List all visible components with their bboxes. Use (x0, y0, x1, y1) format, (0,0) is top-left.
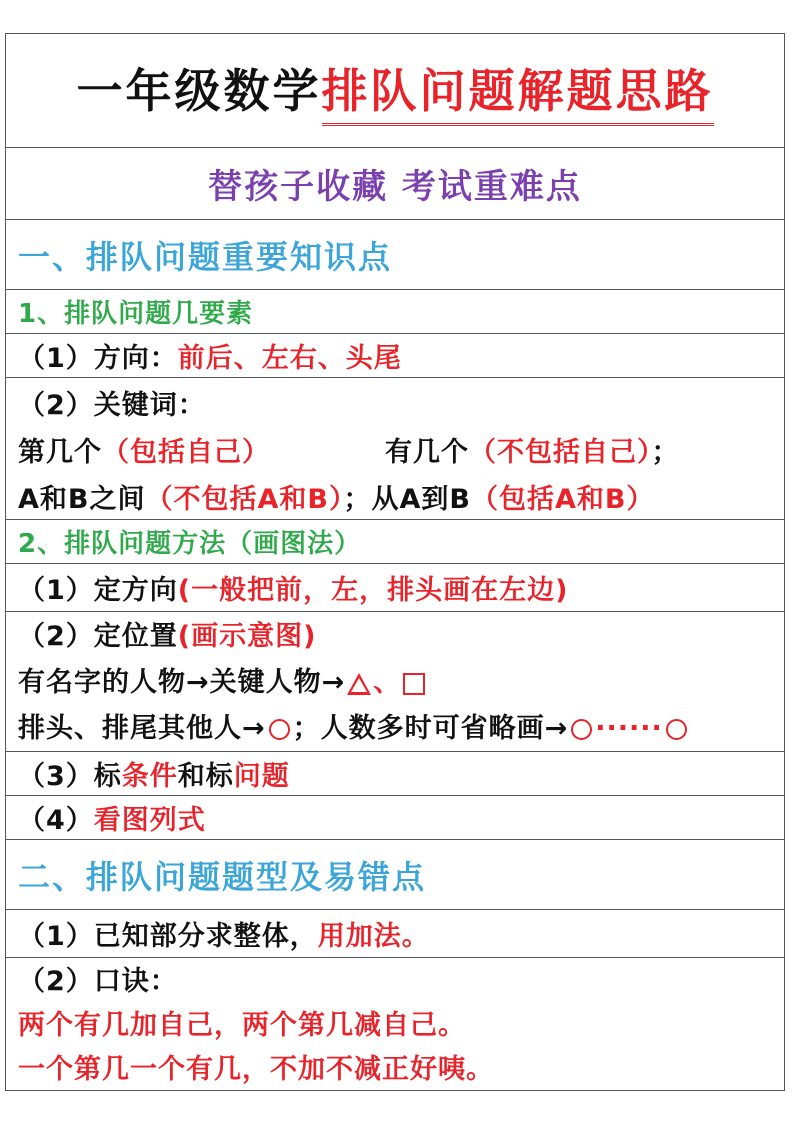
part2-row (6, 520, 784, 564)
step4-line (18, 798, 784, 837)
step2-l2a: 排头、排尾其他人→ (18, 713, 266, 744)
section1-heading: 一、排队问题重要知识点 (18, 237, 393, 276)
kw-a1: 第几个 (18, 437, 102, 468)
title-red: 排队问题解题思路 (322, 55, 714, 126)
kw-b2: （不包括自己） (469, 437, 652, 468)
part2-heading: 2、排队问题方法（画图法） (18, 529, 362, 559)
step3-row (6, 752, 784, 796)
step1-value: (一般把前，左，排头画在左边) (177, 575, 569, 606)
kw-c4: （包括A和B） (470, 484, 655, 515)
title-black: 一年级数学 (76, 64, 322, 118)
type2-label: （2）口诀： (18, 966, 178, 997)
keywords-line1 (18, 429, 784, 476)
triangle-icon (347, 673, 371, 695)
worksheet-table (5, 33, 785, 1091)
square-icon (403, 673, 425, 695)
page-title (77, 55, 714, 126)
rhyme-line2: 一个第几一个有几，不加不减正好咦。 (18, 1054, 494, 1085)
step2-dots: ······ (595, 713, 663, 744)
step1-label: （1）定方向 (18, 575, 178, 606)
step2-sub1 (18, 660, 784, 706)
direction-row (6, 334, 784, 378)
section2-row (6, 840, 784, 910)
subtitle-row (6, 148, 784, 220)
kw-a2: （包括自己） (102, 437, 270, 468)
keywords-label: （2）关键词： (18, 390, 206, 421)
kw-b1: 有几个 (385, 437, 469, 468)
step2-row (6, 612, 784, 752)
keywords-row (6, 378, 784, 520)
step3-a: （3）标 (18, 761, 122, 792)
type2-row (6, 958, 784, 1090)
step2-sep: 、 (373, 667, 402, 698)
type1-line (18, 914, 784, 953)
step3-d: 问题 (233, 761, 290, 792)
step2-value: (画示意图) (177, 621, 317, 652)
step2-line (18, 614, 784, 660)
direction-line (18, 336, 784, 375)
kw-c2: （不包括A和B） (145, 484, 344, 515)
part1-heading: 1、排队问题几要素 (18, 299, 254, 329)
direction-label: （1）方向： (18, 343, 178, 374)
step4-a: （4） (18, 805, 94, 836)
step1-line (18, 568, 784, 607)
type1-row (6, 910, 784, 958)
section2-heading: 二、排队问题题型及易错点 (18, 857, 427, 896)
section1-row (6, 220, 784, 290)
kw-b3: ； (651, 437, 680, 468)
kw-c1: A和B之间 (18, 484, 146, 515)
type1-a: （1）已知部分求整体， (18, 921, 318, 952)
direction-value: 前后、左右、头尾 (177, 343, 402, 374)
step2-l2b: ；人数多时可省略画→ (292, 713, 569, 744)
title-row (6, 34, 784, 148)
circle-icon (571, 719, 592, 740)
step3-line (18, 754, 784, 793)
page-subtitle: 替孩子收藏 考试重难点 (208, 167, 582, 207)
kw-c3: ；从A到B (343, 484, 471, 515)
step1-row (6, 564, 784, 612)
circle-icon (666, 719, 687, 740)
type1-b: 用加法。 (317, 921, 430, 952)
step4-b: 看图列式 (93, 805, 206, 836)
rhyme-line1: 两个有几加自己，两个第几减自己。 (18, 1010, 466, 1041)
step2-sub2 (18, 706, 784, 752)
circle-icon (269, 719, 290, 740)
part1-row (6, 290, 784, 334)
step2-l1: 有名字的人物→关键人物→ (18, 667, 346, 698)
step3-c: 和标 (177, 761, 234, 792)
keywords-line2 (18, 476, 784, 520)
step2-label: （2）定位置 (18, 621, 178, 652)
step3-b: 条件 (121, 761, 178, 792)
step4-row (6, 796, 784, 840)
